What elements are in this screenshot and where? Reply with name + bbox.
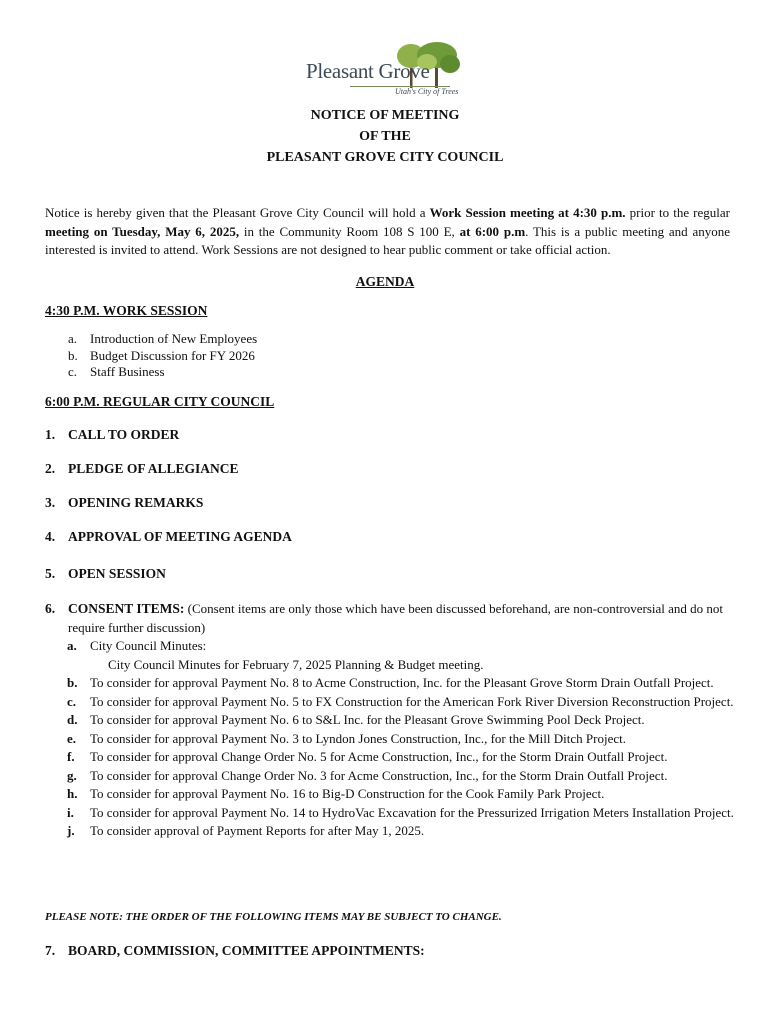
notice-bold-1: Work Session meeting at 4:30 p.m.	[429, 205, 626, 220]
agenda-item	[45, 495, 203, 511]
consent-desc: (Consent items are only those which have been discussed beforehand, are non-controversial and do not require further discussion)	[68, 601, 724, 635]
title-line-3: PLEASANT GROVE CITY COUNCIL	[266, 150, 504, 165]
item-letter: b.	[68, 347, 78, 363]
item-text: OPEN SESSION	[68, 566, 166, 581]
item-text: Staff Business	[90, 364, 165, 379]
notice-text-4: . This is a public meeting and anyone interested is invited to attend. Work Sessions are not designed to hear public comment or take official action.	[45, 223, 730, 257]
work-session-heading: 4:30 P.M. WORK SESSION	[45, 303, 208, 318]
item-text: To consider for approval Payment No. 3 to Lyndon Jones Construction, Inc., for the Mill Ditch Project.	[90, 730, 626, 746]
item-number: 5.	[45, 566, 56, 581]
agenda-item	[45, 529, 292, 545]
item-text: To consider for approval Payment No. 14 to HydroVac Excavation for the Pressurized Irrigation Meters Installation Project.	[90, 804, 734, 820]
item-text: To consider approval of Payment Reports for after May 1, 2025.	[90, 823, 425, 838]
consent-item	[45, 674, 735, 693]
item-letter: e.	[67, 730, 77, 746]
agenda-heading: AGENDA	[355, 274, 415, 289]
notice-bold-3: at 6:00 p.m	[459, 223, 526, 239]
item-letter: d.	[67, 712, 78, 727]
consent-item	[45, 693, 735, 712]
item-letter: g.	[67, 767, 77, 783]
item-text: City Council Minutes:	[90, 638, 207, 653]
item-text: OPENING REMARKS	[68, 495, 204, 510]
list-item	[68, 348, 257, 365]
item-letter: i.	[67, 804, 74, 820]
item-text: To consider for approval Payment No. 8 to Acme Construction, Inc. for the Pleasant Grove Storm Drain Outfall Project.	[90, 675, 714, 690]
consent-item	[45, 711, 735, 730]
item-text: To consider for approval Change Order No. 3 for Acme Construction, Inc., for the Storm Drain Outfall Project.	[90, 767, 668, 783]
agenda-item	[45, 566, 166, 582]
title-line-2: OF THE	[359, 129, 411, 144]
consent-item	[45, 637, 735, 656]
consent-item	[45, 730, 735, 749]
item-text: To consider for approval Payment No. 6 to S&L Inc. for the Pleasant Grove Swimming Pool Deck Project.	[90, 712, 645, 727]
item-number: 3.	[45, 495, 56, 510]
item-text: To consider for approval Change Order No. 5 for Acme Construction, Inc., for the Storm Drain Outfall Project.	[90, 749, 668, 764]
consent-label: CONSENT ITEMS:	[68, 601, 185, 616]
agenda-item	[45, 461, 239, 477]
notice-text-1: Notice is hereby given that the Pleasant Grove City Council will hold a	[45, 205, 430, 220]
item-letter: a.	[68, 331, 78, 346]
list-item	[68, 364, 257, 381]
consent-item	[45, 822, 735, 841]
consent-item	[45, 748, 735, 767]
notice-title	[0, 105, 770, 168]
item-text: PLEDGE OF ALLEGIANCE	[68, 461, 239, 476]
item-number: 4.	[45, 529, 56, 544]
regular-council-heading: 6:00 P.M. REGULAR CITY COUNCIL	[45, 394, 275, 409]
consent-item	[45, 767, 735, 786]
item-letter: j.	[67, 823, 75, 838]
item-text: To consider for approval Payment No. 16 to Big-D Construction for the Cook Family Park Project.	[90, 786, 605, 801]
notice-text-3: in the Community Room 108 S 100 E,	[239, 223, 460, 239]
consent-item	[45, 804, 735, 823]
item-number: 1.	[45, 427, 56, 442]
notice-bold-2: meeting on Tuesday, May 6, 2025,	[45, 223, 240, 239]
logo-tagline: Utah's City of Trees	[395, 87, 459, 96]
city-logo	[300, 42, 465, 100]
item-letter: c.	[68, 364, 78, 379]
consent-item-detail: City Council Minutes for February 7, 2025 Planning & Budget meeting.	[108, 656, 484, 672]
consent-heading	[45, 600, 735, 637]
notice-paragraph	[45, 204, 730, 260]
item-letter: h.	[67, 786, 78, 801]
item-text: CALL TO ORDER	[68, 427, 180, 442]
item-number: 7.	[45, 943, 56, 958]
consent-description	[68, 600, 735, 637]
agenda-item	[45, 427, 179, 443]
item-letter: a.	[67, 638, 77, 653]
work-session-list	[68, 331, 257, 381]
item-text: To consider for approval Payment No. 5 to FX Construction for the American Fork River Diversion Reconstruction Project.	[90, 693, 734, 709]
title-line-1: NOTICE OF MEETING	[310, 108, 460, 123]
item-text: Budget Discussion for FY 2026	[90, 347, 255, 363]
consent-item	[45, 785, 735, 804]
agenda-item	[45, 943, 425, 959]
logo-name: Pleasant Grove	[306, 59, 430, 83]
item-letter: f.	[67, 749, 75, 764]
item-letter: c.	[67, 693, 77, 709]
item-number: 6.	[45, 601, 56, 616]
notice-text-2: prior to the regular	[625, 205, 730, 220]
item-letter: b.	[67, 675, 78, 690]
list-item	[68, 331, 257, 348]
item-text: BOARD, COMMISSION, COMMITTEE APPOINTMENTS:	[68, 943, 425, 958]
item-text: APPROVAL OF MEETING AGENDA	[68, 529, 292, 544]
please-note: PLEASE NOTE: THE ORDER OF THE FOLLOWING ITEMS MAY BE SUBJECT TO CHANGE.	[45, 911, 502, 923]
item-text: Introduction of New Employees	[90, 331, 258, 346]
item-number: 2.	[45, 461, 56, 476]
consent-items-section	[45, 600, 735, 841]
